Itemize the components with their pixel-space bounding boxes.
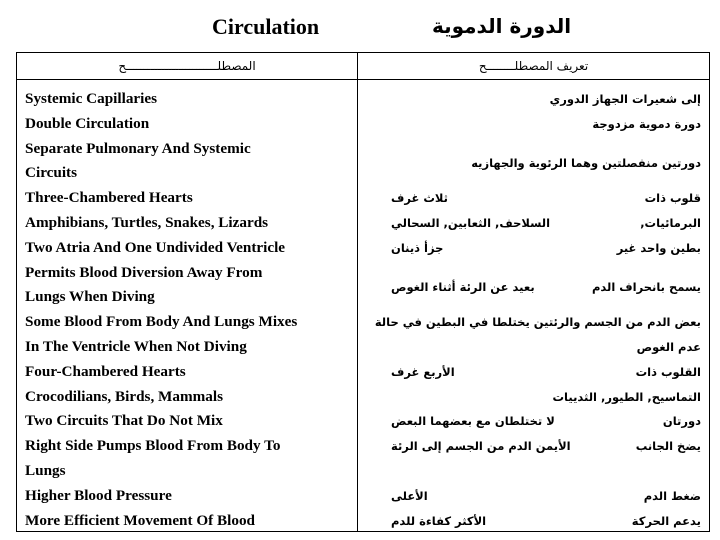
- arabic-definition-line: إلى شعيرات الجهاز الدوري: [549, 92, 701, 106]
- arabic-term-part: الأعلى: [391, 488, 428, 503]
- column-divider: [357, 53, 358, 531]
- arabic-definition-line: عدم الغوص: [636, 340, 701, 354]
- arabic-term-part: يسمح بانحراف الدم: [591, 280, 701, 295]
- header-definition: تعريف المصطلــــــــح: [478, 59, 589, 73]
- arabic-term-part: الأيمن الدم من الجسم إلى الرئة: [391, 439, 571, 454]
- english-term-line: Circuits: [25, 164, 78, 182]
- terms-table: [16, 52, 710, 532]
- arabic-definition-line: [361, 186, 701, 211]
- english-term-line: Three-Chambered Hearts: [25, 189, 193, 207]
- english-term-line: Some Blood From Body And Lungs Mixes: [25, 313, 298, 331]
- arabic-definition-line: بعض الدم من الجسم والرئتين يختلطا في البطين في حالة: [374, 315, 701, 330]
- english-term-line: Crocodilians, Birds, Mammals: [25, 387, 224, 405]
- english-term-line: Four-Chambered Hearts: [25, 362, 186, 380]
- arabic-definition-line: التماسيح, الطيور, الثدييات: [552, 389, 701, 404]
- arabic-term-part: ضغط الدم: [643, 488, 701, 503]
- title-english: Circulation: [212, 14, 320, 39]
- english-term-line: Permits Blood Diversion Away From: [25, 263, 263, 281]
- header-term: المصطلــــــــــــــــــــــــــح: [118, 59, 256, 73]
- arabic-definition-line: دورتين منفصلتين وهما الرئوية والجهازيه: [471, 156, 701, 171]
- arabic-term-part: قلوب ذات: [644, 191, 701, 206]
- title-arabic: الدورة الدموية: [432, 14, 572, 38]
- english-term-line: More Efficient Movement Of Blood: [25, 511, 256, 529]
- arabic-term-part: الأربع غرف: [391, 364, 455, 379]
- english-term-line: Higher Blood Pressure: [25, 486, 172, 504]
- arabic-term-part: يضخ الجانب: [635, 439, 701, 454]
- arabic-term-part: القلوب ذات: [635, 364, 701, 379]
- arabic-definition-line: [361, 409, 701, 434]
- arabic-term-part: دورتان: [662, 414, 701, 429]
- arabic-term-part: جزأ ذينان: [391, 240, 444, 255]
- arabic-definition-line: [361, 434, 701, 459]
- english-term-line: Two Atria And One Undivided Ventricle: [25, 238, 286, 256]
- english-term-line: Lungs: [25, 461, 66, 479]
- english-term-line: In The Ventricle When Not Diving: [25, 337, 247, 355]
- arabic-definition-line: [361, 211, 701, 236]
- arabic-term-part: يدعم الحركة: [631, 513, 701, 528]
- arabic-definition-line: [361, 360, 701, 385]
- english-term-line: Amphibians, Turtles, Snakes, Lizards: [25, 213, 269, 231]
- arabic-definition-line: [361, 509, 701, 534]
- english-term-line: Right Side Pumps Blood From Body To: [25, 437, 281, 455]
- english-term-line: Two Circuits That Do Not Mix: [25, 412, 223, 430]
- english-term-line: Double Circulation: [25, 114, 150, 132]
- arabic-definition-line: دورة دموية مزدوجة: [592, 116, 701, 131]
- arabic-definition-line: [361, 484, 701, 509]
- arabic-term-part: بطين واحد غير: [616, 240, 701, 255]
- arabic-term-part: بعيد عن الرئة أثناء الغوص: [391, 280, 535, 295]
- header-divider: [17, 79, 709, 80]
- arabic-term-part: لا تختلطان مع بعضهما البعض: [391, 414, 555, 429]
- english-term-line: Lungs When Diving: [25, 288, 155, 306]
- arabic-definition-line: [361, 236, 701, 261]
- arabic-term-part: البرمائيات,: [640, 216, 701, 230]
- arabic-term-part: ثلاث غرف: [391, 191, 448, 206]
- english-term-line: Separate Pulmonary And Systemic: [25, 139, 251, 157]
- arabic-term-part: الأكثر كفاءة للدم: [391, 513, 487, 528]
- arabic-definition-line: [361, 275, 701, 300]
- arabic-term-part: السلاحف, الثعابين, السحالي: [391, 216, 551, 230]
- english-terms-column: [25, 87, 355, 533]
- english-term-line: Systemic Capillaries: [25, 90, 158, 107]
